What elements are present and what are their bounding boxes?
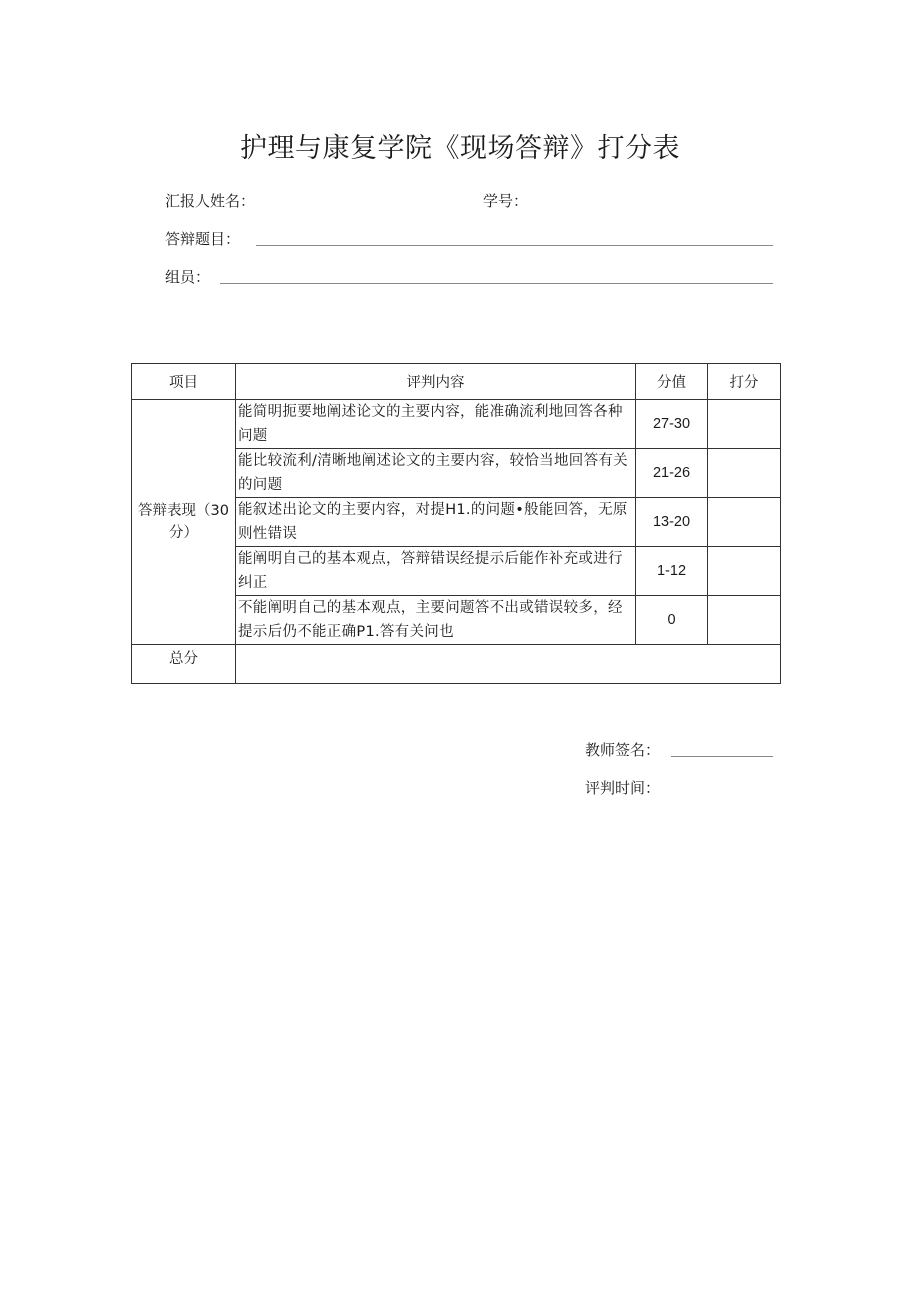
page-title: 护理与康复学院《现场答辩》打分表 xyxy=(240,133,680,164)
header-score-range: 分值 xyxy=(636,364,708,400)
teacher-signature-label: 教师签名： xyxy=(585,741,661,759)
total-label: 总分 xyxy=(132,645,236,684)
score-range-cell: 1-12 xyxy=(636,547,708,596)
score-range-cell: 0 xyxy=(636,596,708,645)
score-input-cell[interactable] xyxy=(708,596,781,645)
score-input-cell[interactable] xyxy=(708,400,781,449)
student-id-label: 学号： xyxy=(483,192,529,210)
members-field[interactable] xyxy=(220,283,773,284)
score-range-cell: 21-26 xyxy=(636,449,708,498)
teacher-signature-field[interactable] xyxy=(671,756,773,757)
score-input-cell[interactable] xyxy=(708,547,781,596)
total-score-cell[interactable] xyxy=(236,645,781,684)
score-input-cell[interactable] xyxy=(708,498,781,547)
score-range-cell: 13-20 xyxy=(636,498,708,547)
header-score: 打分 xyxy=(708,364,781,400)
criterion-cell: 能叙述出论文的主要内容，对提H1.的问题•般能回答，无原则性错误 xyxy=(236,498,636,547)
evaluation-time-label: 评判时间： xyxy=(585,779,661,797)
header-content: 评判内容 xyxy=(236,364,636,400)
criterion-cell: 能阐明自己的基本观点，答辩错误经提示后能作补充或进行纠正 xyxy=(236,547,636,596)
header-item: 项目 xyxy=(132,364,236,400)
score-input-cell[interactable] xyxy=(708,449,781,498)
criterion-cell: 能比较流利/清晰地阐述论文的主要内容，较恰当地回答有关的问题 xyxy=(236,449,636,498)
members-label: 组员： xyxy=(165,268,211,286)
criterion-cell: 不能阐明自己的基本观点，主要问题答不出或错误较多，经提示后仍不能正确P1.答有关问也 xyxy=(236,596,636,645)
score-range-cell: 27-30 xyxy=(636,400,708,449)
table-header-row xyxy=(132,364,781,400)
topic-field[interactable] xyxy=(256,245,773,246)
total-row xyxy=(132,645,781,684)
criterion-cell: 能简明扼要地阐述论文的主要内容，能准确流利地回答各种问题 xyxy=(236,400,636,449)
topic-label: 答辩题目： xyxy=(165,230,241,248)
table-row xyxy=(132,400,781,449)
reporter-name-label: 汇报人姓名： xyxy=(165,192,256,210)
category-cell: 答辩表现（30分） xyxy=(132,400,236,645)
score-table xyxy=(131,363,781,684)
